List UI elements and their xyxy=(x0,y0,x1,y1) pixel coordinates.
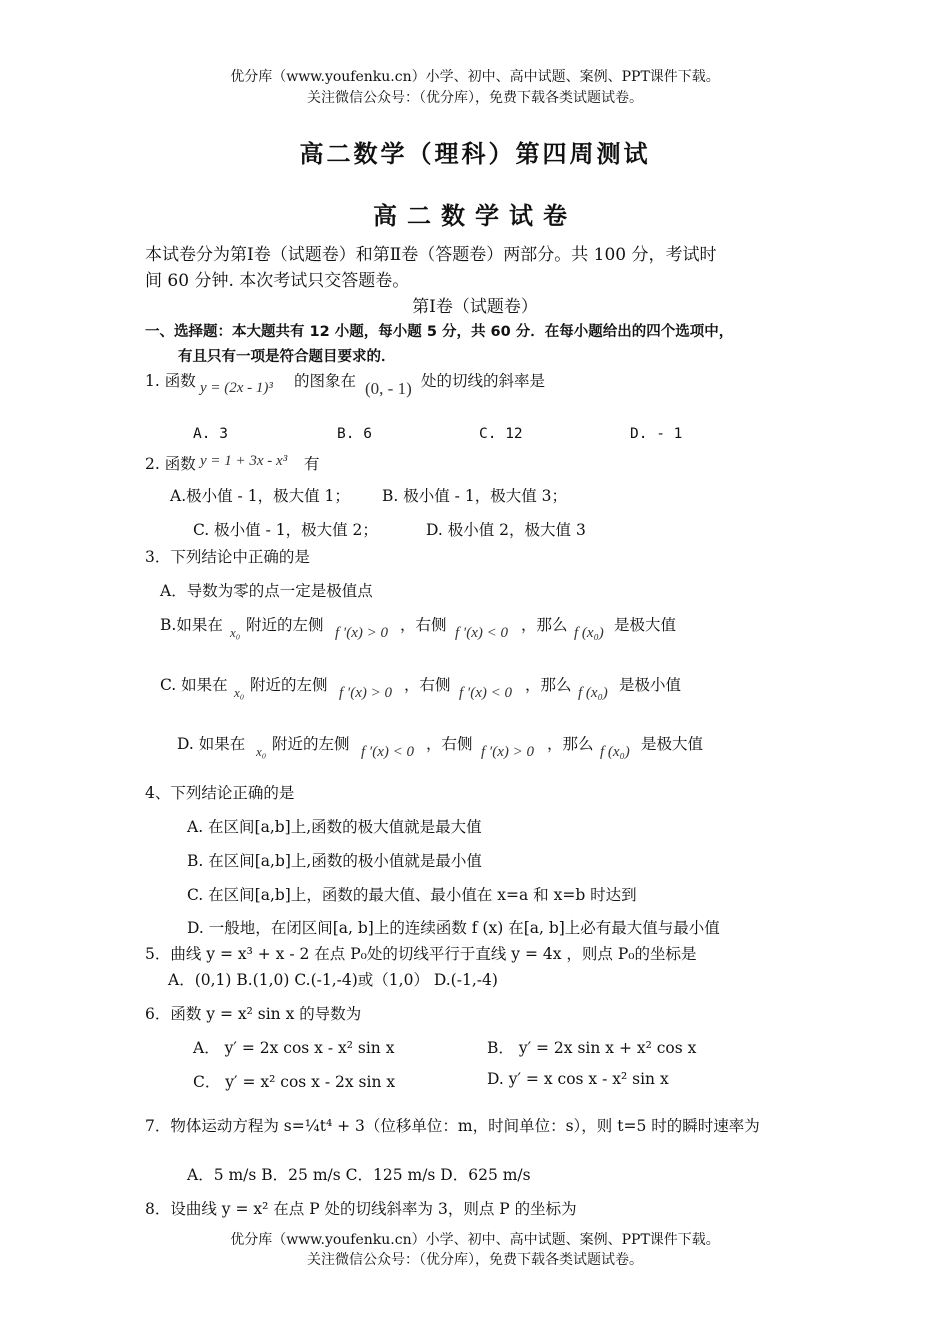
q2-option-d: D. 极小值 2，极大值 3 xyxy=(426,521,586,539)
q6-option-d: D. y′ = x cos x - x² sin x xyxy=(487,1070,669,1088)
q3-d-x0: x₀ xyxy=(256,744,267,759)
q5-options: A．(0,1) B.(1,0) C.(-1,-4)或（1,0） D.(-1,-4) xyxy=(168,971,498,989)
q3-c-text-4: ，那么 xyxy=(525,676,572,694)
q3-b-x0: x₀ xyxy=(230,625,241,640)
q3-d-cond-right: f ′(x) > 0 xyxy=(481,744,534,760)
q2-option-c: C. 极小值 - 1，极大值 2； xyxy=(193,521,378,539)
q5-stem: 5．曲线 y = x³ + x - 2 在点 P₀处的切线平行于直线 y = 4x ，则点 P₀的坐标是 xyxy=(145,945,697,963)
page-title: 高二数学（理科）第四周测试 xyxy=(299,140,651,168)
section-line-1: 一、选择题：本大题共有 12 小题，每小题 5 分，共 60 分．在每小题给出的四个选项中， xyxy=(145,324,734,340)
footer-line-2: 关注微信公众号：（优分库），免费下载各类试题试卷。 xyxy=(307,1252,643,1268)
q3-c-cond-right: f ′(x) < 0 xyxy=(459,685,512,701)
q3-c-text-5: 是极小值 xyxy=(619,676,682,694)
q3-c-x0: x₀ xyxy=(234,685,245,700)
intro-line-1: 本试卷分为第Ⅰ卷（试题卷）和第Ⅱ卷（答题卷）两部分。共 100 分，考试时 xyxy=(145,245,717,265)
footer-line-1: 优分库（www.youfenku.cn）小学、初中、高中试题、案例、PPT课件下载。 xyxy=(230,1232,720,1248)
q6-option-b: B． y′ = 2x sin x + x² cos x xyxy=(487,1039,697,1057)
q3-option-a: A．导数为零的点一定是极值点 xyxy=(160,582,373,600)
q2-prefix: 2. 函数 xyxy=(145,455,196,473)
q1-option-a: A. 3 xyxy=(193,426,228,442)
exam-title: 高二数学试卷 xyxy=(373,202,577,230)
q3-b-cond-left: f ′(x) > 0 xyxy=(335,625,388,641)
q4-option-d: D. 一般地，在闭区间[a, b]上的连续函数 f (x) 在[a, b]上必有最大值与最小值 xyxy=(187,919,720,937)
q3-b-text-2: 附近的左侧 xyxy=(246,616,324,634)
q4-stem: 4、下列结论正确的是 xyxy=(145,784,295,802)
q3-c-text-1: C. 如果在 xyxy=(160,676,228,694)
q3-c-text-3: ，右侧 xyxy=(404,676,451,694)
q3-c-cond-left: f ′(x) > 0 xyxy=(339,685,392,701)
q3-d-cond-left: f ′(x) < 0 xyxy=(361,744,414,760)
q1-prefix: 1. 函数 xyxy=(145,372,196,390)
q4-option-b: B. 在区间[a,b]上,函数的极小值就是最小值 xyxy=(187,852,482,870)
intro-line-2: 间 60 分钟. 本次考试只交答题卷。 xyxy=(145,271,410,291)
q3-b-cond-right: f ′(x) < 0 xyxy=(455,625,508,641)
q3-c-text-2: 附近的左侧 xyxy=(250,676,328,694)
q3-d-text-5: 是极大值 xyxy=(641,735,704,753)
q3-c-fx0: f (x₀) xyxy=(578,685,608,701)
q8-stem: 8．设曲线 y = x² 在点 P 处的切线斜率为 3，则点 P 的坐标为 xyxy=(145,1200,577,1218)
q2-suffix: 有 xyxy=(304,455,320,473)
q6-option-c: C． y′ = x² cos x - 2x sin x xyxy=(193,1073,396,1091)
q3-stem: 3．下列结论中正确的是 xyxy=(145,548,310,566)
q4-option-a: A. 在区间[a,b]上,函数的极大值就是最大值 xyxy=(187,818,482,836)
q1-option-c: C. 12 xyxy=(479,426,523,442)
q3-d-text-3: ，右侧 xyxy=(426,735,473,753)
q2-formula: y = 1 + 3x - x³ xyxy=(200,453,288,469)
q3-d-text-2: 附近的左侧 xyxy=(272,735,350,753)
q1-suffix: 处的切线的斜率是 xyxy=(421,372,546,390)
q1-option-d: D. - 1 xyxy=(630,426,683,442)
part-heading: 第Ⅰ卷（试题卷） xyxy=(412,297,538,317)
q3-d-text-1: D. 如果在 xyxy=(177,735,246,753)
q7-stem: 7．物体运动方程为 s=¼t⁴ + 3（位移单位：m，时间单位：s），则 t=5 时的瞬时速率为 xyxy=(145,1117,760,1135)
q3-d-fx0: f (x₀) xyxy=(600,744,630,760)
q3-d-text-4: ，那么 xyxy=(547,735,594,753)
q2-option-b: B. 极小值 - 1，极大值 3； xyxy=(382,487,567,505)
q1-option-b: B. 6 xyxy=(337,426,372,442)
q6-option-a: A． y′ = 2x cos x - x² sin x xyxy=(193,1039,395,1057)
q1-mid: 的图象在 xyxy=(294,372,357,390)
q3-b-text-5: 是极大值 xyxy=(614,616,677,634)
q3-b-text-4: ，那么 xyxy=(521,616,568,634)
header-line-1: 优分库（www.youfenku.cn）小学、初中、高中试题、案例、PPT课件下载。 xyxy=(230,69,720,85)
q7-options: A．5 m/s B．25 m/s C．125 m/s D．625 m/s xyxy=(187,1166,531,1184)
header-line-2: 关注微信公众号：（优分库），免费下载各类试题试卷。 xyxy=(307,90,643,106)
q3-b-fx0: f (x₀) xyxy=(574,625,604,641)
q4-option-c: C. 在区间[a,b]上，函数的最大值、最小值在 x=a 和 x=b 时达到 xyxy=(187,886,637,904)
q1-point: (0, - 1) xyxy=(365,379,412,398)
q2-option-a: A.极小值 - 1，极大值 1； xyxy=(170,487,350,505)
q3-b-text-3: ，右侧 xyxy=(400,616,447,634)
section-line-2: 有且只有一项是符合题目要求的． xyxy=(178,349,396,365)
q3-b-text-1: B.如果在 xyxy=(160,616,223,634)
q6-stem: 6．函数 y = x² sin x 的导数为 xyxy=(145,1005,362,1023)
q1-formula: y = (2x - 1)³ xyxy=(200,380,273,396)
